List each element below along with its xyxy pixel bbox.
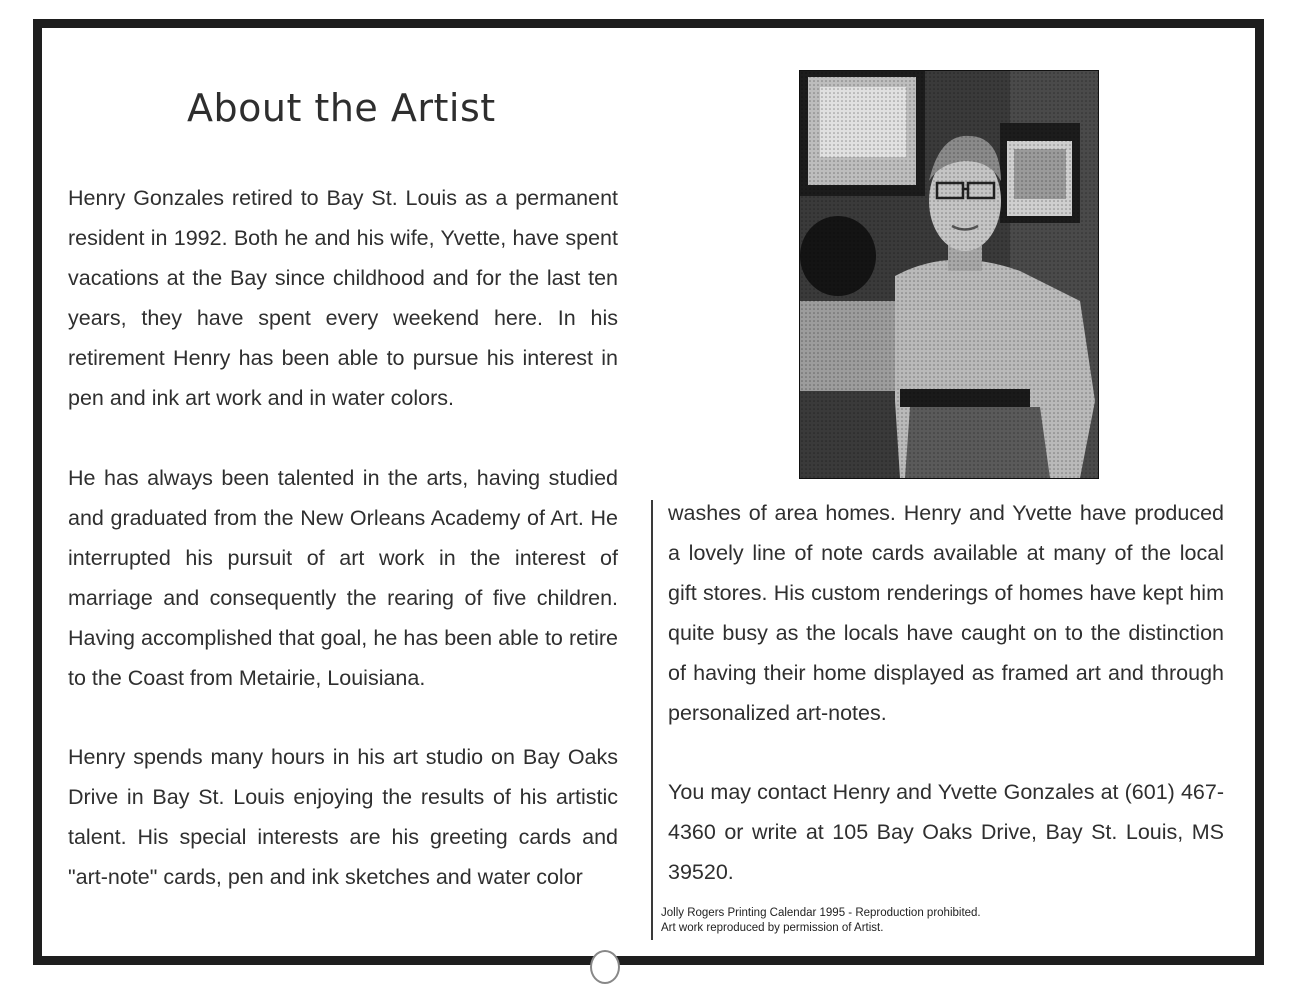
paragraph-1: Henry Gonzales retired to Bay St. Louis as a permanent resident in 1992. Both he and his wife, Yvette, have spent vacations at the Bay since childhood and for the last ten years, they have spent every weekend here. In his retirement Henry has been able to pursue his interest in pen and ink art work and in water colors. [68,186,618,410]
artist-photo [799,70,1099,479]
footer-line-2: Art work reproduced by permission of Artist. [661,922,884,934]
binder-ring [590,950,620,984]
paragraph-2: He has always been talented in the arts, having studied and graduated from the New Orleans Academy of Art. He interrupted his pursuit of art work in the interest of marriage and consequently the rearing of five children. Having accomplished that goal, he has been able to retire to the Coast from Metairie, Louisiana. [68,466,618,690]
footer-note [661,906,981,936]
paragraph-3: Henry spends many hours in his art studio on Bay Oaks Drive in Bay St. Louis enjoying the results of his artistic talent. His special interests are his greeting cards and "art-note" cards, pen and ink sketches and water color [68,745,618,889]
footer-line-1: Jolly Rogers Printing Calendar 1995 - Reproduction prohibited. [661,907,981,919]
paragraph-5-contact: You may contact Henry and Yvette Gonzales at (601) 467-4360 or write at 105 Bay Oaks Drive, Bay St. Louis, MS 39520. [668,780,1224,884]
column-divider [651,500,653,940]
paragraph-4: washes of area homes. Henry and Yvette have produced a lovely line of note cards available at many of the local gift stores. His custom renderings of homes have kept him quite busy as the locals have caught on to the distinction of having their home displayed as framed art and through personalized art-notes. [668,501,1224,725]
page-title: About the Artist [187,86,496,130]
artist-photo-illustration [800,71,1098,478]
